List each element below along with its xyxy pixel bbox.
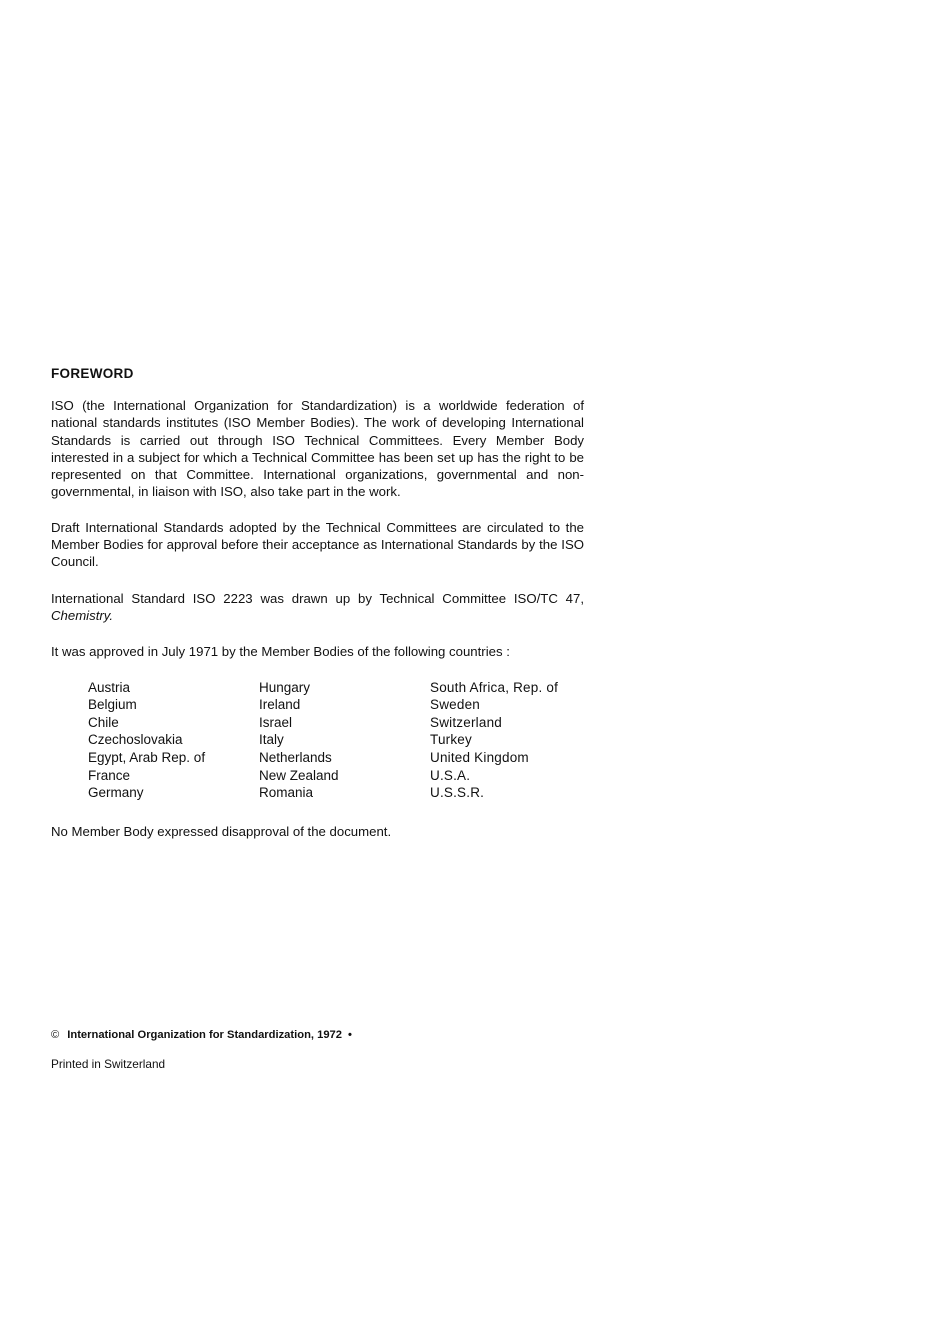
country-item: Egypt, Arab Rep. of: [88, 749, 206, 765]
foreword-paragraph-no-disapproval: No Member Body expressed disapproval of the document.: [51, 823, 392, 839]
country-item: Romania: [259, 785, 314, 801]
country-item: Israel: [259, 714, 293, 730]
foreword-paragraph-approval: It was approved in July 1971 by the Member Bodies of the following countries :: [51, 644, 510, 660]
country-item: New Zealand: [259, 767, 339, 783]
country-item: Austria: [88, 679, 131, 695]
country-item: Ireland: [259, 697, 301, 713]
printed-location: Printed in Switzerland: [51, 1057, 166, 1071]
country-list: [51, 679, 584, 802]
country-column-3: [430, 679, 590, 802]
country-item: France: [88, 767, 131, 783]
country-item: Italy: [259, 732, 284, 748]
country-item: Belgium: [88, 697, 137, 713]
foreword-paragraph-draft-standards: Draft International Standards adopted by the Technical Committees are circulated to the Member Bodies for approval before their acceptance as International Standards by the ISO Council.: [51, 519, 584, 570]
standard-origin-text: International Standard ISO 2223 was drawn up by Technical Committee ISO/TC 47,: [51, 590, 584, 606]
country-item: Sweden: [430, 697, 480, 713]
country-item: Switzerland: [430, 714, 502, 730]
foreword-paragraph-iso-description: ISO (the International Organization for Standardization) is a worldwide federation of national standards institutes (ISO Member Bodies). The work of developing International Standards is carried out through ISO Technical Committees. Every Member Body interested in a subject for which a Technical Committee has been set up has the right to be represented on that Committee. International organizations, governmental and non-governmental, in liaison with ISO, also take part in the work.: [51, 398, 584, 500]
country-item: United Kingdom: [430, 749, 529, 765]
country-item: South Africa, Rep. of: [430, 679, 559, 695]
committee-name: Chemistry.: [51, 607, 114, 623]
country-column-2: [259, 679, 430, 802]
country-item: Netherlands: [259, 749, 332, 765]
country-item: Hungary: [259, 679, 311, 695]
country-item: U.S.S.R.: [430, 785, 485, 801]
country-column-1: [88, 679, 259, 802]
foreword-section: [51, 365, 584, 840]
copyright-text: International Organization for Standardization, 1972: [67, 1029, 343, 1041]
country-item: Czechoslovakia: [88, 732, 183, 748]
country-item: Germany: [88, 785, 144, 801]
foreword-paragraph-standard-origin: [51, 590, 584, 625]
copyright-line: [51, 1028, 352, 1043]
copyright-symbol: ©: [51, 1029, 60, 1041]
country-item: U.S.A.: [430, 767, 471, 783]
bullet-dot: •: [348, 1029, 352, 1041]
country-item: Turkey: [430, 732, 472, 748]
country-item: Chile: [88, 714, 119, 730]
foreword-heading: FOREWORD: [51, 366, 134, 381]
